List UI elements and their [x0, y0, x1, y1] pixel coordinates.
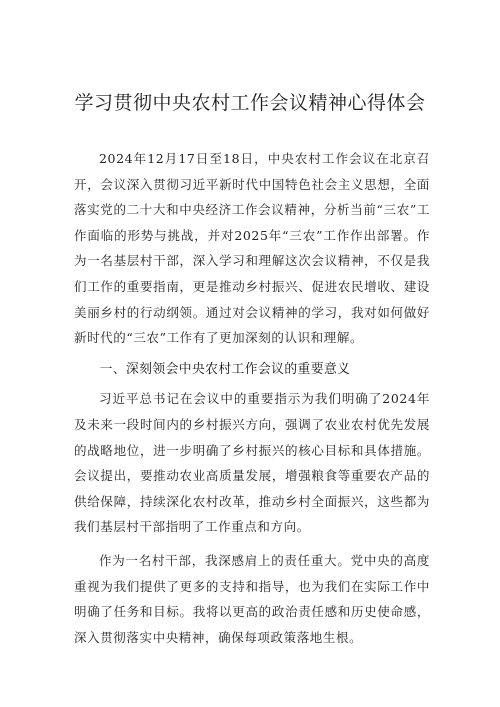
- intro-paragraph: 2024年12月17日至18日，中央农村工作会议在北京召开，会议深入贯彻习近平新时代中国特色社会主义思想，全面落实党的二十大和中央经济工作会议精神，分析当前“三农”工作面临的形势与挑战，并对2025年“三农”工作作出部署。作为一名基层村干部，深入学习和理解这次会议精神，不仅是我们工作的重要指南，更是推动乡村振兴、促进农民增收、建设美丽乡村的行动纲领。通过对会议精神的学习，我对如何做好新时代的“三农”工作有了更加深刻的认识和理解。: [74, 151, 430, 346]
- section-paragraph-2: 作为一名村干部，我深感肩上的责任重大。党中央的高度重视为我们提供了更多的支持和指导，也为我们在实际工作中明确了任务和目标。我将以更高的政治责任感和历史使命感，深入贯彻落实中央精神，确保每项政策落地生根。: [74, 552, 430, 645]
- document-title: 学习贯彻中央农村工作会议精神心得体会: [74, 92, 426, 114]
- section-paragraph-1: 习近平总书记在会议中的重要指示为我们明确了2024年及未来一段时间内的乡村振兴方向，强调了农业农村优先发展的战略地位，进一步明确了乡村振兴的核心目标和具体措施。会议提出，要推动农业高质量发展，增强粮食等重要农产品的供给保障，持续深化农村改革，推动乡村全面振兴，这些都为我们基层村干部指明了工作重点和方向。: [74, 391, 430, 535]
- document-body: [74, 146, 430, 650]
- section-heading: 一、深刻领会中央农村工作会议的重要意义: [99, 361, 351, 377]
